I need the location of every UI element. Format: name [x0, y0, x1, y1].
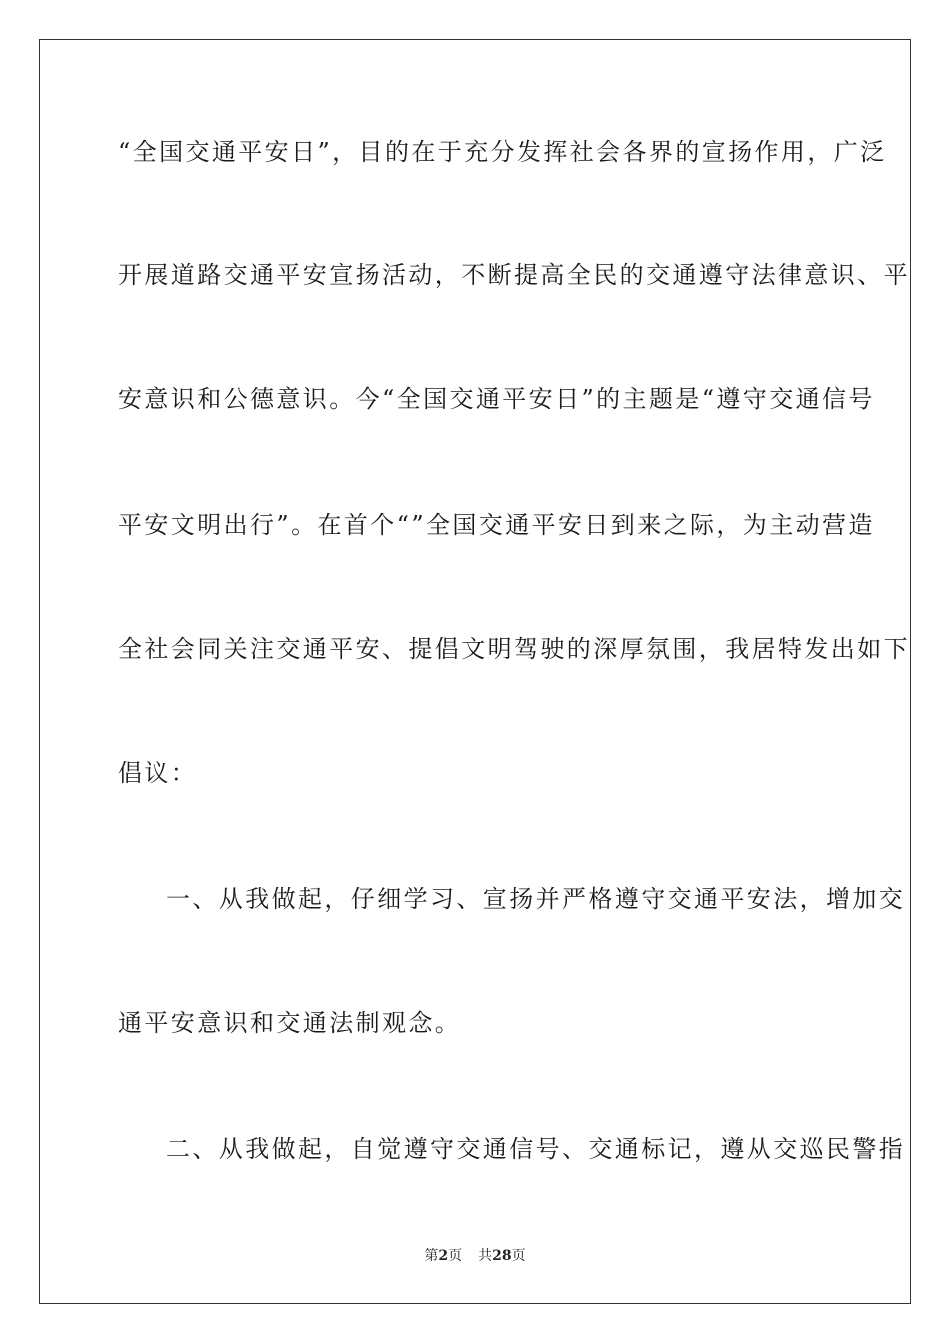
page-frame	[39, 39, 911, 1304]
body-line-5: 全社会同关注交通平安、提倡文明驾驶的深厚氛围，我居特发出如下	[118, 635, 910, 663]
total-pages: 28	[492, 1248, 512, 1264]
paragraph-2-line-1: 二、从我做起，自觉遵守交通信号、交通标记，遵从交巡民警指	[166, 1135, 906, 1163]
body-line-4: 平安文明出行”。在首个“”全国交通平安日到来之际，为主动营造	[118, 511, 875, 539]
total-prefix: 共	[478, 1248, 493, 1264]
body-line-3: 安意识和公德意识。今“全国交通平安日”的主题是“遵守交通信号	[118, 385, 875, 413]
body-line-1: “全国交通平安日”，目的在于充分发挥社会各界的宣扬作用，广泛	[118, 138, 887, 166]
body-line-2: 开展道路交通平安宣扬活动，不断提高全民的交通遵守法律意识、平	[118, 261, 910, 289]
page-unit: 页	[448, 1248, 463, 1264]
paragraph-1-line-1: 一、从我做起，仔细学习、宣扬并严格遵守交通平安法，增加交	[166, 885, 906, 913]
page-footer	[0, 1246, 950, 1266]
body-line-6: 倡议：	[118, 759, 198, 787]
page-current: 2	[438, 1248, 449, 1264]
page-prefix: 第	[424, 1248, 439, 1264]
total-unit: 页	[511, 1248, 526, 1264]
paragraph-1-line-2: 通平安意识和交通法制观念。	[118, 1009, 462, 1037]
